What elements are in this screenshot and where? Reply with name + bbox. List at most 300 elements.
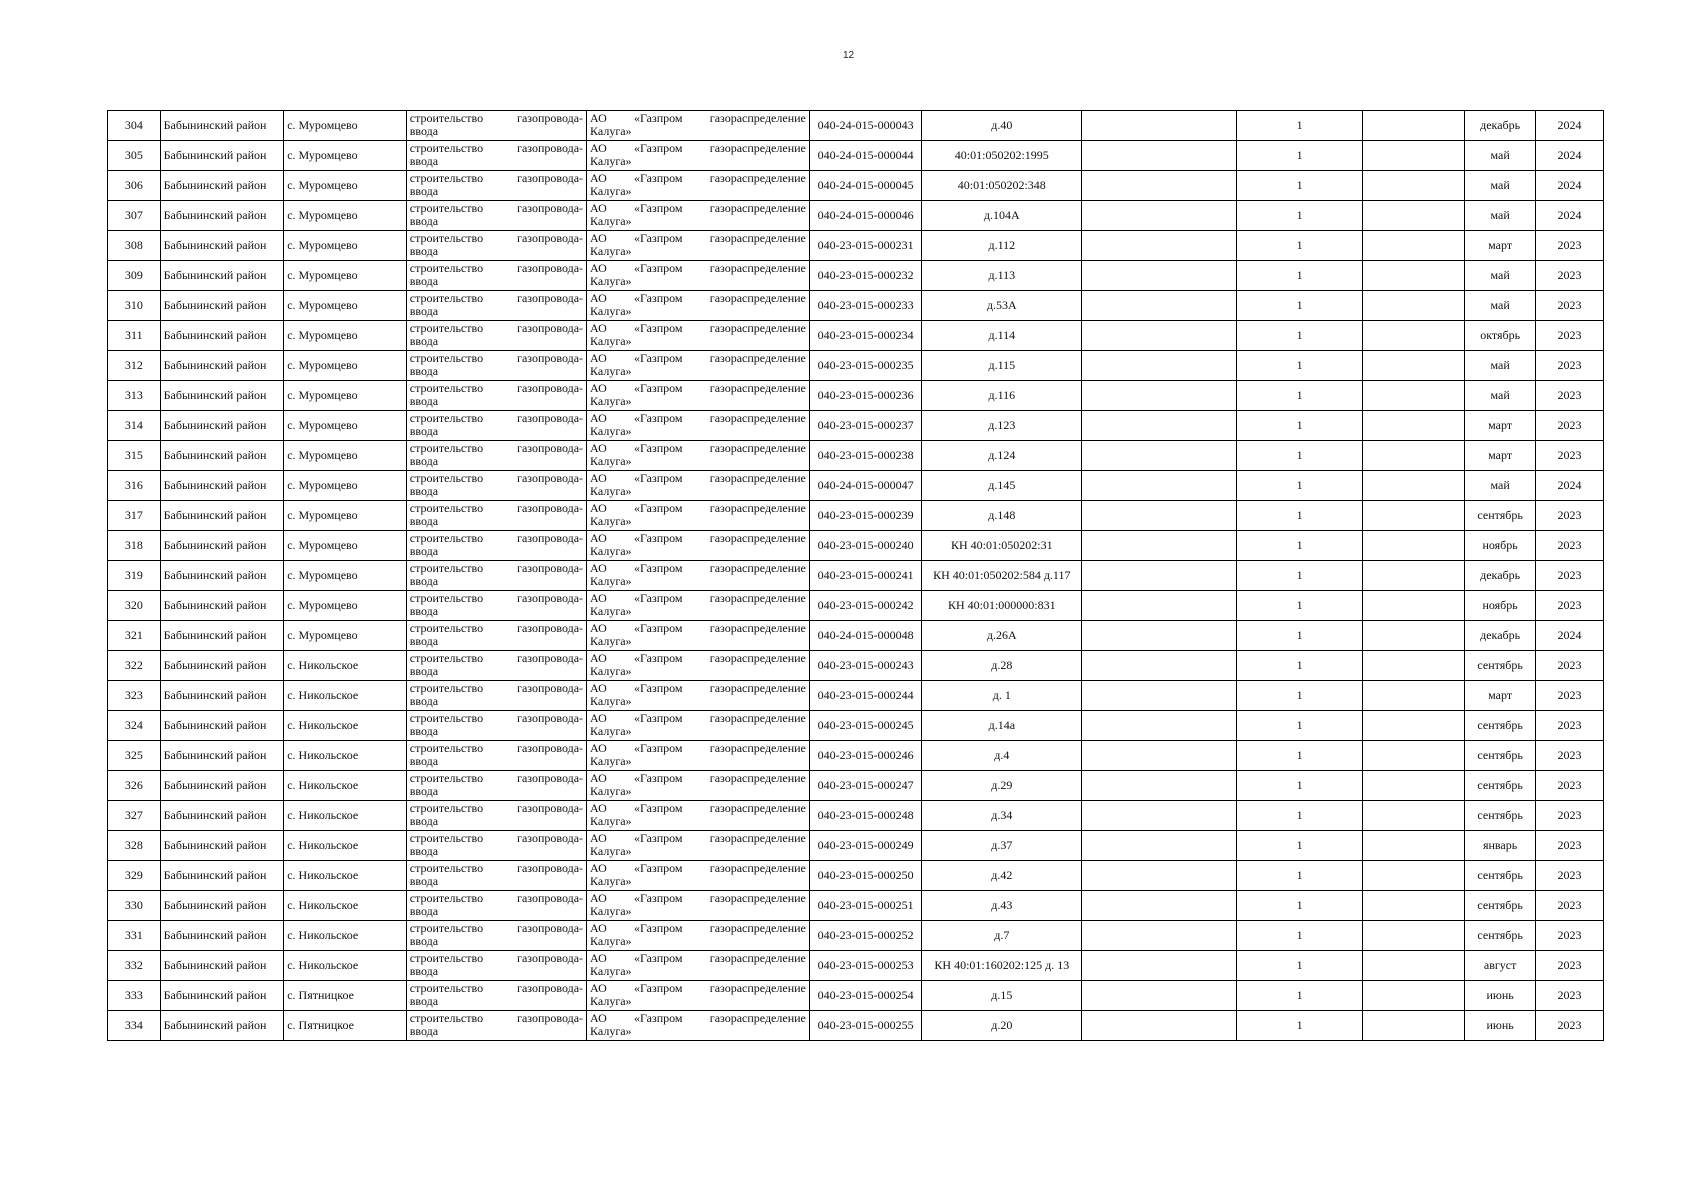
work-type-word-1: строительство	[409, 561, 484, 575]
row-number: 315	[108, 441, 161, 471]
district-cell: Бабынинский район	[160, 441, 284, 471]
locality-cell: с. Муромцево	[284, 381, 407, 411]
year-cell: 2023	[1536, 711, 1604, 741]
row-number: 329	[108, 861, 161, 891]
month-cell: сентябрь	[1465, 651, 1536, 681]
empty-cell	[1362, 171, 1464, 201]
work-type-word-2: газопровода-	[517, 111, 584, 125]
locality-cell: с. Никольское	[284, 711, 407, 741]
row-number: 304	[108, 111, 161, 141]
year-cell: 2023	[1536, 891, 1604, 921]
year-cell: 2023	[1536, 951, 1604, 981]
org-word-3: газораспределение	[709, 771, 806, 785]
table-row	[108, 921, 1604, 951]
organization-cell	[587, 171, 810, 201]
org-word-2: «Газпром	[634, 741, 683, 755]
year-cell: 2023	[1536, 441, 1604, 471]
locality-cell: с. Муромцево	[284, 501, 407, 531]
locality-cell: с. Муромцево	[284, 531, 407, 561]
org-word-2: «Газпром	[634, 651, 683, 665]
empty-cell	[1362, 411, 1464, 441]
org-word-3: газораспределение	[709, 411, 806, 425]
work-type-word-2: газопровода-	[517, 741, 584, 755]
address-cell: д. 1	[922, 681, 1082, 711]
work-type-word-2: газопровода-	[517, 711, 584, 725]
org-word-4: Калуга»	[590, 394, 632, 408]
work-type-cell	[406, 351, 586, 381]
work-type-word-1: строительство	[409, 621, 484, 635]
organization-cell	[587, 621, 810, 651]
org-word-3: газораспределение	[709, 561, 806, 575]
work-type-word-1: строительство	[409, 531, 484, 545]
org-word-2: «Газпром	[634, 801, 683, 815]
district-cell: Бабынинский район	[160, 621, 284, 651]
org-word-2: «Газпром	[634, 261, 683, 275]
address-cell: д.145	[922, 471, 1082, 501]
quantity-cell: 1	[1237, 201, 1363, 231]
work-type-word-2: газопровода-	[517, 171, 584, 185]
address-cell: д.34	[922, 801, 1082, 831]
work-type-word-1: строительство	[409, 741, 484, 755]
year-cell: 2023	[1536, 381, 1604, 411]
work-type-cell	[406, 831, 586, 861]
year-cell: 2024	[1536, 621, 1604, 651]
empty-cell	[1082, 171, 1237, 201]
org-word-1: АО	[590, 621, 607, 635]
quantity-cell: 1	[1237, 411, 1363, 441]
district-cell: Бабынинский район	[160, 561, 284, 591]
year-cell: 2023	[1536, 681, 1604, 711]
empty-cell	[1082, 381, 1237, 411]
empty-cell	[1082, 651, 1237, 681]
org-word-2: «Газпром	[634, 921, 683, 935]
table-row	[108, 891, 1604, 921]
code-cell: 040-23-015-000234	[809, 321, 921, 351]
org-word-3: газораспределение	[709, 951, 806, 965]
month-cell: октябрь	[1465, 321, 1536, 351]
row-number: 310	[108, 291, 161, 321]
empty-cell	[1362, 471, 1464, 501]
address-cell: д.116	[922, 381, 1082, 411]
org-word-4: Калуга»	[590, 724, 632, 738]
organization-cell	[587, 891, 810, 921]
org-word-2: «Газпром	[634, 621, 683, 635]
address-cell: д.112	[922, 231, 1082, 261]
org-word-1: АО	[590, 141, 607, 155]
table-row	[108, 621, 1604, 651]
org-word-3: газораспределение	[709, 801, 806, 815]
work-type-cell	[406, 381, 586, 411]
work-type-word-1: строительство	[409, 141, 484, 155]
org-word-3: газораспределение	[709, 1011, 806, 1025]
code-cell: 040-23-015-000237	[809, 411, 921, 441]
quantity-cell: 1	[1237, 561, 1363, 591]
locality-cell: с. Муромцево	[284, 591, 407, 621]
address-cell: д.115	[922, 351, 1082, 381]
organization-cell	[587, 771, 810, 801]
org-word-2: «Газпром	[634, 471, 683, 485]
locality-cell: с. Никольское	[284, 831, 407, 861]
month-cell: март	[1465, 411, 1536, 441]
work-type-word-2: газопровода-	[517, 831, 584, 845]
table-row	[108, 981, 1604, 1011]
address-cell: д.53А	[922, 291, 1082, 321]
org-word-1: АО	[590, 711, 607, 725]
work-type-cell	[406, 471, 586, 501]
org-word-1: АО	[590, 651, 607, 665]
org-word-1: АО	[590, 531, 607, 545]
org-word-4: Калуга»	[590, 1024, 632, 1038]
org-word-4: Калуга»	[590, 934, 632, 948]
work-type-word-3: ввода	[409, 304, 439, 318]
code-cell: 040-23-015-000245	[809, 711, 921, 741]
org-word-1: АО	[590, 921, 607, 935]
table-row	[108, 261, 1604, 291]
organization-cell	[587, 411, 810, 441]
empty-cell	[1362, 711, 1464, 741]
org-word-1: АО	[590, 741, 607, 755]
code-cell: 040-23-015-000244	[809, 681, 921, 711]
row-number: 318	[108, 531, 161, 561]
organization-cell	[587, 711, 810, 741]
row-number: 327	[108, 801, 161, 831]
address-cell: КН 40:01:050202:584 д.117	[922, 561, 1082, 591]
table-row	[108, 951, 1604, 981]
year-cell: 2024	[1536, 141, 1604, 171]
organization-cell	[587, 471, 810, 501]
work-type-word-3: ввода	[409, 214, 439, 228]
org-word-3: газораспределение	[709, 351, 806, 365]
code-cell: 040-23-015-000254	[809, 981, 921, 1011]
org-word-3: газораспределение	[709, 201, 806, 215]
work-type-cell	[406, 981, 586, 1011]
work-type-word-1: строительство	[409, 711, 484, 725]
quantity-cell: 1	[1237, 861, 1363, 891]
table-row	[108, 171, 1604, 201]
work-type-word-3: ввода	[409, 814, 439, 828]
year-cell: 2024	[1536, 171, 1604, 201]
empty-cell	[1362, 951, 1464, 981]
org-word-3: газораспределение	[709, 231, 806, 245]
empty-cell	[1362, 231, 1464, 261]
row-number: 325	[108, 741, 161, 771]
code-cell: 040-23-015-000236	[809, 381, 921, 411]
district-cell: Бабынинский район	[160, 831, 284, 861]
work-type-word-1: строительство	[409, 921, 484, 935]
work-type-word-3: ввода	[409, 1024, 439, 1038]
district-cell: Бабынинский район	[160, 531, 284, 561]
org-word-2: «Газпром	[634, 891, 683, 905]
empty-cell	[1082, 321, 1237, 351]
month-cell: январь	[1465, 831, 1536, 861]
organization-cell	[587, 441, 810, 471]
organization-cell	[587, 1011, 810, 1041]
code-cell: 040-24-015-000046	[809, 201, 921, 231]
org-word-3: газораспределение	[709, 681, 806, 695]
org-word-2: «Газпром	[634, 321, 683, 335]
work-type-word-2: газопровода-	[517, 321, 584, 335]
table-row	[108, 141, 1604, 171]
org-word-4: Калуга»	[590, 184, 632, 198]
empty-cell	[1082, 801, 1237, 831]
work-type-word-3: ввода	[409, 244, 439, 258]
row-number: 317	[108, 501, 161, 531]
org-word-1: АО	[590, 441, 607, 455]
month-cell: сентябрь	[1465, 501, 1536, 531]
org-word-1: АО	[590, 231, 607, 245]
work-type-cell	[406, 681, 586, 711]
table-row	[108, 681, 1604, 711]
table-row	[108, 741, 1604, 771]
org-word-4: Калуга»	[590, 574, 632, 588]
quantity-cell: 1	[1237, 231, 1363, 261]
work-type-word-1: строительство	[409, 651, 484, 665]
organization-cell	[587, 651, 810, 681]
work-type-word-1: строительство	[409, 831, 484, 845]
work-type-word-2: газопровода-	[517, 501, 584, 515]
locality-cell: с. Никольское	[284, 951, 407, 981]
empty-cell	[1362, 741, 1464, 771]
district-cell: Бабынинский район	[160, 501, 284, 531]
locality-cell: с. Пятницкое	[284, 1011, 407, 1041]
empty-cell	[1362, 111, 1464, 141]
org-word-4: Калуга»	[590, 904, 632, 918]
code-cell: 040-23-015-000253	[809, 951, 921, 981]
work-type-word-3: ввода	[409, 154, 439, 168]
year-cell: 2023	[1536, 771, 1604, 801]
work-type-cell	[406, 291, 586, 321]
work-type-word-2: газопровода-	[517, 621, 584, 635]
organization-cell	[587, 921, 810, 951]
organization-cell	[587, 831, 810, 861]
org-word-1: АО	[590, 831, 607, 845]
code-cell: 040-23-015-000235	[809, 351, 921, 381]
locality-cell: с. Пятницкое	[284, 981, 407, 1011]
empty-cell	[1082, 771, 1237, 801]
organization-cell	[587, 201, 810, 231]
org-word-2: «Газпром	[634, 231, 683, 245]
year-cell: 2023	[1536, 651, 1604, 681]
org-word-2: «Газпром	[634, 681, 683, 695]
year-cell: 2023	[1536, 861, 1604, 891]
org-word-4: Калуга»	[590, 514, 632, 528]
locality-cell: с. Муромцево	[284, 231, 407, 261]
row-number: 328	[108, 831, 161, 861]
district-cell: Бабынинский район	[160, 381, 284, 411]
table-row	[108, 321, 1604, 351]
quantity-cell: 1	[1237, 681, 1363, 711]
work-type-word-3: ввода	[409, 514, 439, 528]
district-cell: Бабынинский район	[160, 141, 284, 171]
org-word-1: АО	[590, 381, 607, 395]
month-cell: май	[1465, 201, 1536, 231]
org-word-2: «Газпром	[634, 171, 683, 185]
table-row	[108, 111, 1604, 141]
year-cell: 2023	[1536, 321, 1604, 351]
work-type-cell	[406, 111, 586, 141]
row-number: 319	[108, 561, 161, 591]
work-type-word-2: газопровода-	[517, 651, 584, 665]
org-word-3: газораспределение	[709, 261, 806, 275]
month-cell: сентябрь	[1465, 771, 1536, 801]
org-word-4: Калуга»	[590, 844, 632, 858]
org-word-4: Калуга»	[590, 364, 632, 378]
work-type-word-3: ввода	[409, 574, 439, 588]
empty-cell	[1362, 651, 1464, 681]
locality-cell: с. Никольское	[284, 861, 407, 891]
empty-cell	[1362, 501, 1464, 531]
work-type-word-1: строительство	[409, 801, 484, 815]
work-type-word-2: газопровода-	[517, 261, 584, 275]
work-type-word-3: ввода	[409, 394, 439, 408]
org-word-1: АО	[590, 171, 607, 185]
work-type-word-2: газопровода-	[517, 531, 584, 545]
empty-cell	[1082, 291, 1237, 321]
locality-cell: с. Муромцево	[284, 411, 407, 441]
code-cell: 040-23-015-000233	[809, 291, 921, 321]
empty-cell	[1362, 591, 1464, 621]
address-cell: КН 40:01:000000:831	[922, 591, 1082, 621]
quantity-cell: 1	[1237, 531, 1363, 561]
work-type-word-2: газопровода-	[517, 201, 584, 215]
work-type-word-2: газопровода-	[517, 801, 584, 815]
work-type-word-3: ввода	[409, 334, 439, 348]
org-word-4: Калуга»	[590, 814, 632, 828]
org-word-2: «Газпром	[634, 981, 683, 995]
org-word-4: Калуга»	[590, 784, 632, 798]
locality-cell: с. Никольское	[284, 651, 407, 681]
address-cell: д.29	[922, 771, 1082, 801]
work-type-word-1: строительство	[409, 201, 484, 215]
locality-cell: с. Муромцево	[284, 171, 407, 201]
org-word-2: «Газпром	[634, 771, 683, 785]
empty-cell	[1362, 681, 1464, 711]
empty-cell	[1082, 141, 1237, 171]
year-cell: 2023	[1536, 411, 1604, 441]
table-row	[108, 381, 1604, 411]
work-type-cell	[406, 801, 586, 831]
district-cell: Бабынинский район	[160, 951, 284, 981]
year-cell: 2023	[1536, 741, 1604, 771]
code-cell: 040-23-015-000246	[809, 741, 921, 771]
org-word-3: газораспределение	[709, 621, 806, 635]
month-cell: май	[1465, 291, 1536, 321]
work-type-word-1: строительство	[409, 981, 484, 995]
district-cell: Бабынинский район	[160, 651, 284, 681]
organization-cell	[587, 231, 810, 261]
org-word-1: АО	[590, 801, 607, 815]
org-word-2: «Газпром	[634, 861, 683, 875]
empty-cell	[1362, 381, 1464, 411]
month-cell: сентябрь	[1465, 891, 1536, 921]
month-cell: ноябрь	[1465, 591, 1536, 621]
address-cell: д.148	[922, 501, 1082, 531]
org-word-4: Калуга»	[590, 964, 632, 978]
empty-cell	[1362, 441, 1464, 471]
org-word-2: «Газпром	[634, 141, 683, 155]
org-word-4: Калуга»	[590, 154, 632, 168]
locality-cell: с. Муромцево	[284, 351, 407, 381]
work-type-cell	[406, 711, 586, 741]
org-word-1: АО	[590, 501, 607, 515]
year-cell: 2023	[1536, 981, 1604, 1011]
page-number: 12	[842, 50, 855, 61]
quantity-cell: 1	[1237, 981, 1363, 1011]
year-cell: 2023	[1536, 261, 1604, 291]
organization-cell	[587, 501, 810, 531]
empty-cell	[1082, 951, 1237, 981]
locality-cell: с. Муромцево	[284, 261, 407, 291]
empty-cell	[1082, 621, 1237, 651]
work-type-word-2: газопровода-	[517, 981, 584, 995]
work-type-cell	[406, 921, 586, 951]
work-type-word-2: газопровода-	[517, 561, 584, 575]
empty-cell	[1082, 681, 1237, 711]
empty-cell	[1362, 861, 1464, 891]
row-number: 308	[108, 231, 161, 261]
work-type-cell	[406, 501, 586, 531]
org-word-2: «Газпром	[634, 531, 683, 545]
code-cell: 040-23-015-000239	[809, 501, 921, 531]
work-type-word-1: строительство	[409, 291, 484, 305]
empty-cell	[1362, 891, 1464, 921]
district-cell: Бабынинский район	[160, 891, 284, 921]
org-word-4: Калуга»	[590, 124, 632, 138]
empty-cell	[1082, 201, 1237, 231]
work-type-word-1: строительство	[409, 471, 484, 485]
empty-cell	[1082, 441, 1237, 471]
year-cell: 2023	[1536, 231, 1604, 261]
address-cell: д.20	[922, 1011, 1082, 1041]
table-row	[108, 831, 1604, 861]
month-cell: август	[1465, 951, 1536, 981]
work-type-word-3: ввода	[409, 484, 439, 498]
org-word-4: Калуга»	[590, 454, 632, 468]
year-cell: 2024	[1536, 471, 1604, 501]
work-type-word-1: строительство	[409, 411, 484, 425]
address-cell: д.4	[922, 741, 1082, 771]
org-word-4: Калуга»	[590, 754, 632, 768]
work-type-word-3: ввода	[409, 904, 439, 918]
work-type-word-3: ввода	[409, 424, 439, 438]
work-type-word-3: ввода	[409, 124, 439, 138]
work-type-word-3: ввода	[409, 664, 439, 678]
district-cell: Бабынинский район	[160, 861, 284, 891]
year-cell: 2023	[1536, 351, 1604, 381]
org-word-4: Калуга»	[590, 214, 632, 228]
org-word-4: Калуга»	[590, 874, 632, 888]
table-body	[108, 111, 1604, 1041]
district-cell: Бабынинский район	[160, 411, 284, 441]
row-number: 331	[108, 921, 161, 951]
locality-cell: с. Никольское	[284, 801, 407, 831]
work-type-word-2: газопровода-	[517, 681, 584, 695]
work-type-word-3: ввода	[409, 634, 439, 648]
organization-cell	[587, 531, 810, 561]
row-number: 333	[108, 981, 161, 1011]
work-type-word-2: газопровода-	[517, 381, 584, 395]
quantity-cell: 1	[1237, 651, 1363, 681]
work-type-word-1: строительство	[409, 111, 484, 125]
empty-cell	[1362, 801, 1464, 831]
work-type-word-3: ввода	[409, 784, 439, 798]
org-word-1: АО	[590, 861, 607, 875]
org-word-1: АО	[590, 351, 607, 365]
work-type-word-2: газопровода-	[517, 951, 584, 965]
org-word-2: «Газпром	[634, 411, 683, 425]
org-word-2: «Газпром	[634, 831, 683, 845]
locality-cell: с. Муромцево	[284, 471, 407, 501]
